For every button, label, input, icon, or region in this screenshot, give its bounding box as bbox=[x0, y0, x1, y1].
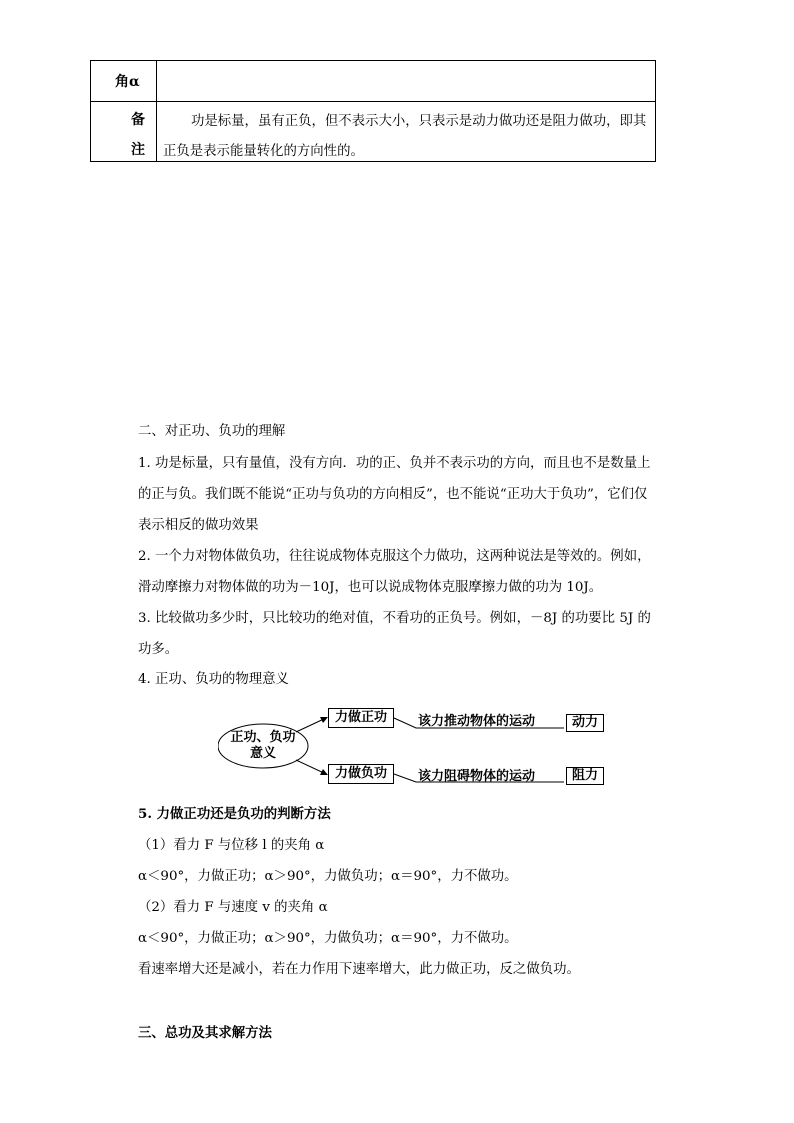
paragraph-4: 4. 正功、负功的物理意义 bbox=[138, 672, 289, 687]
remark-label-top: 备 bbox=[131, 112, 145, 128]
remark-label-bottom: 注 bbox=[131, 142, 145, 158]
resistive-force-box: 阻力 bbox=[566, 767, 604, 785]
paragraph-2 bbox=[138, 541, 658, 603]
arrow-down-line bbox=[296, 760, 326, 774]
negative-work-box: 力做负功 bbox=[328, 764, 394, 784]
paragraph-2-text: 2. 一个力对物体做负功，往往说成物体克服这个力做功，这两种说法是等效的。例如，滑动摩擦力对物体做的功为－10J，也可以说成物体克服摩擦力做的功为 10J。 bbox=[138, 549, 651, 595]
center-line-1: 正功、负功 bbox=[230, 730, 296, 745]
section5-line-4: α＜90°，力做正功；α＞90°，力做负功；α＝90°，力不做功。 bbox=[138, 931, 518, 946]
driving-force-box: 动力 bbox=[566, 714, 604, 732]
table-row bbox=[91, 61, 655, 102]
info-table bbox=[90, 60, 656, 162]
center-line-2: 意义 bbox=[249, 746, 276, 761]
positive-work-desc: 该力推动物体的运动 bbox=[418, 714, 536, 729]
section-heading: 二、对正功、负功的理解 bbox=[138, 424, 286, 439]
center-text bbox=[222, 730, 304, 762]
section5-line-1: （1）看力 F 与位移 l 的夹角 α bbox=[138, 838, 325, 853]
work-meaning-diagram bbox=[218, 704, 610, 788]
paragraph-1-text: 1. 功是标量，只有量值，没有方向．功的正、负并不表示功的方向，而且也不是数量上的正与负。我们既不能说“正功与负功的方向相反”，也不能说“正功大于负功”，它们仅表示相反的做功效果 bbox=[138, 456, 651, 533]
paragraph-3 bbox=[138, 603, 658, 665]
section5-line-2: α＜90°，力做正功；α＞90°，力做负功；α＝90°，力不做功。 bbox=[138, 869, 518, 884]
paragraph-1 bbox=[138, 448, 658, 541]
paragraph-3-text: 3. 比较做功多少时，只比较功的绝对值，不看功的正负号。例如，－8J 的功要比 5J 的功多。 bbox=[138, 611, 651, 657]
section5-heading: 5. 力做正功还是负功的判断方法 bbox=[138, 806, 331, 822]
section5-line-3: （2）看力 F 与速度 v 的夹角 α bbox=[138, 900, 328, 915]
remark-text: 功是标量，虽有正负，但不表示大小，只表示是动力做功还是阻力做功，即其正负是表示能量转化的方向性的。 bbox=[163, 114, 647, 159]
section3-heading: 三、总功及其求解方法 bbox=[138, 1025, 272, 1041]
table-row bbox=[91, 101, 655, 162]
section5-line-5: 看速率增大还是减小，若在力作用下速率增大，此力做正功，反之做负功。 bbox=[138, 962, 580, 977]
angle-label: 角α bbox=[115, 74, 140, 90]
positive-work-box: 力做正功 bbox=[328, 708, 394, 728]
negative-work-desc: 该力阻碍物体的运动 bbox=[418, 769, 536, 784]
